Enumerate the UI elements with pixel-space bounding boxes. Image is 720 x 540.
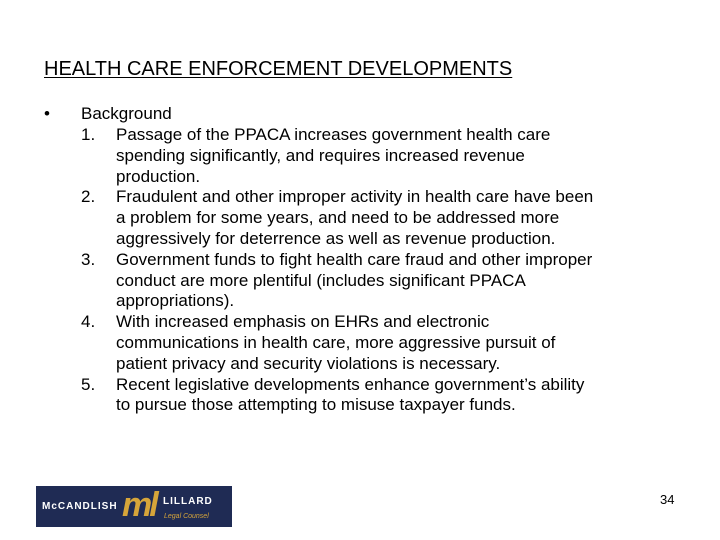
list-item	[0, 187, 720, 249]
page-number: 34	[660, 492, 675, 507]
firm-logo	[36, 486, 232, 527]
list-item	[0, 250, 720, 312]
logo-left-text: McCANDLISH	[42, 501, 118, 512]
list-item-text: Fraudulent and other improper activity in health care have been a problem for some years, and need to be addressed more aggressively for deterrence as well as revenue production.	[116, 187, 594, 248]
list-item-text: Recent legislative developments enhance government’s ability to pursue those attempting to misuse taxpayer funds.	[116, 374, 585, 415]
list-item-number: 2.	[81, 187, 96, 207]
list-item	[0, 375, 720, 417]
list-item-text: With increased emphasis on EHRs and electronic communications in health care, more aggressive pursuit of patient privacy and security violations is necessary.	[116, 312, 556, 373]
list-item	[0, 125, 720, 187]
list-item	[0, 312, 720, 374]
logo-mark: ml	[122, 486, 156, 524]
list-item-text: Government funds to fight health care fraud and other improper conduct are more plentiful (includes significant PPACA appropriations).	[116, 249, 593, 311]
logo-right-text: LILLARD	[163, 496, 213, 507]
bullet-icon: •	[44, 104, 50, 123]
list-item-number: 3.	[81, 249, 96, 269]
slide-title: HEALTH CARE ENFORCEMENT DEVELOPMENTS	[44, 58, 513, 80]
numbered-list	[0, 125, 720, 416]
bullet-heading: Background	[81, 104, 172, 123]
list-item-number: 5.	[81, 374, 96, 394]
list-item-number: 1.	[81, 125, 96, 144]
list-item-text: Passage of the PPACA increases government health care spending significantly, and requires increased revenue production.	[116, 125, 551, 186]
logo-subtext: Legal Counsel	[164, 513, 209, 520]
list-item-number: 4.	[81, 312, 96, 332]
